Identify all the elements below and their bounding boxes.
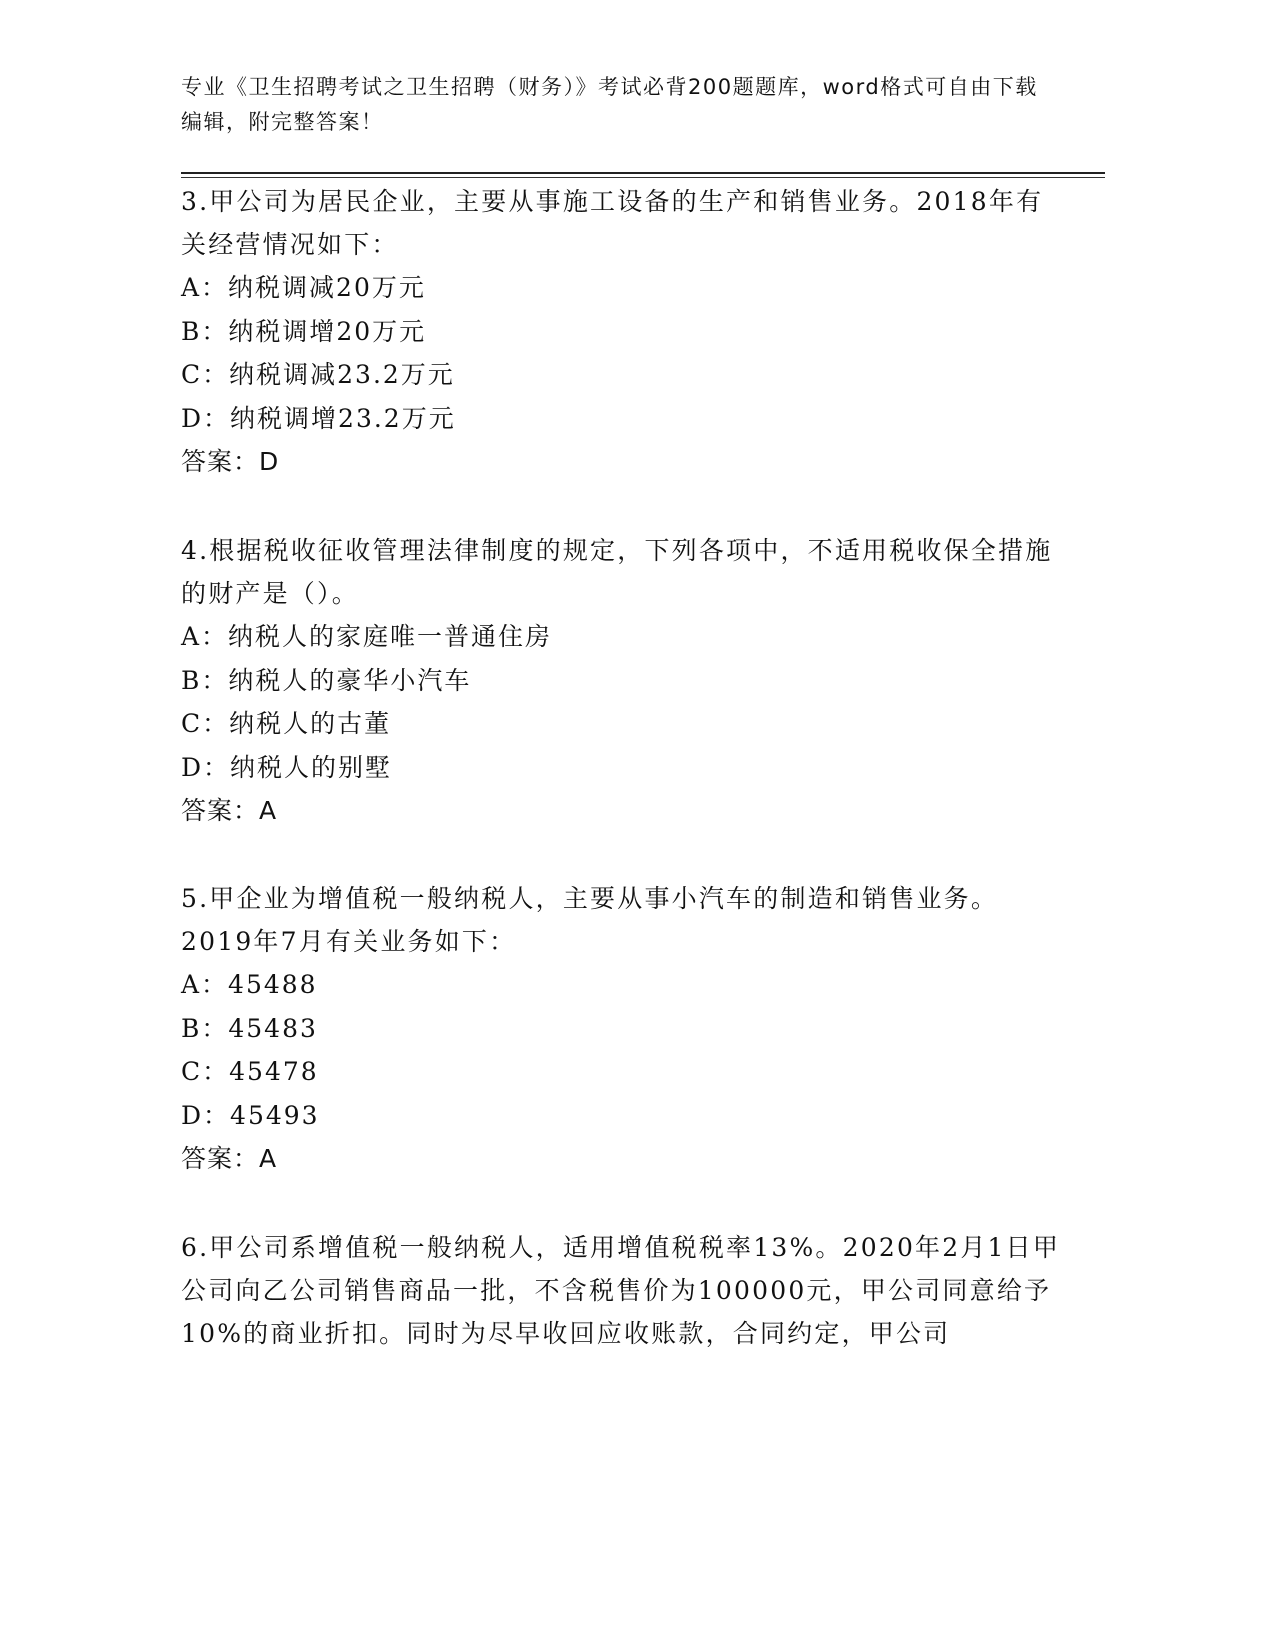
answer: 答案：A [181,1144,278,1173]
question-stem: 6.甲公司系增值税一般纳税人，适用增值税税率13%。2020年2月1日甲公司向乙公司销售商品一批，不含税售价为100000元，甲公司同意给予10%的商业折扣。同时为尽早收回应收账款，合同约定，甲公司 [181,1233,1061,1348]
option-b: B：纳税调增20万元 [181,316,427,346]
option-b: B：45483 [181,1013,318,1043]
answer: 答案：D [181,447,280,476]
option-d: D：45493 [181,1100,320,1130]
option-a: A：45488 [181,970,318,999]
question-6 [181,1226,1061,1355]
option-a: A：纳税人的家庭唯一普通住房 [181,622,553,651]
question-stem: 3.甲公司为居民企业，主要从事施工设备的生产和销售业务。2018年有关经营情况如下： [181,187,1044,259]
option-c: C：45478 [181,1057,319,1086]
question-stem: 5.甲企业为增值税一般纳税人，主要从事小汽车的制造和销售业务。2019年7月有关业务如下： [181,884,999,956]
question-3 [181,180,1061,483]
header-divider-thick [181,172,1105,174]
option-d: D：纳税调增23.2万元 [181,403,456,433]
option-b: B：纳税人的豪华小汽车 [181,665,472,695]
question-4 [181,529,1061,832]
option-a: A：纳税调减20万元 [181,273,426,302]
option-c: C：纳税调减23.2万元 [181,360,455,389]
option-d: D：纳税人的别墅 [181,752,393,782]
question-stem: 4.根据税收征收管理法律制度的规定，下列各项中，不适用税收保全措施的财产是（）。 [181,536,1053,608]
header-divider-thin [181,177,1105,178]
document-header: 专业《卫生招聘考试之卫生招聘（财务）》考试必背200题题库，word格式可自由下载编辑，附完整答案！ [181,75,1038,134]
option-c: C：纳税人的古董 [181,709,392,738]
question-5 [181,877,1061,1180]
answer: 答案：A [181,796,278,825]
